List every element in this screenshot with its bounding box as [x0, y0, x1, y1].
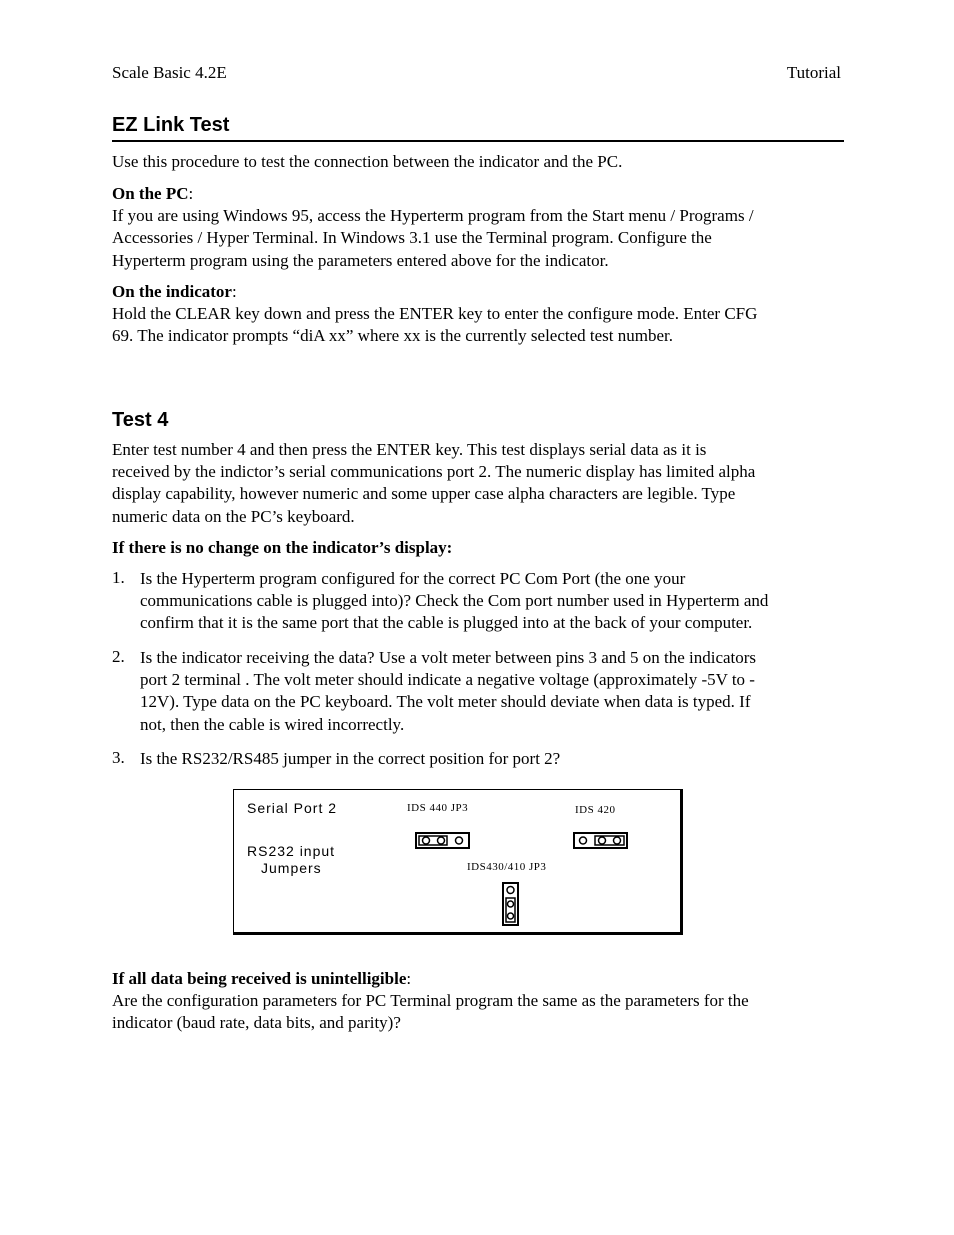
unintelligible-line-2: indicator (baud rate, data bits, and parity)?	[112, 1013, 401, 1033]
list-item-2-line-3: 12V). Type data on the PC keyboard. The volt meter should deviate when data is typed. If	[140, 692, 751, 712]
ids430-jumper-icon	[502, 882, 520, 928]
test4-paragraph	[112, 439, 847, 528]
pc-line-3: Hyperterm program using the parameters entered above for the indicator.	[112, 250, 609, 270]
list-item-3-number: 3.	[112, 748, 125, 767]
on-the-pc-label: On the PC	[112, 184, 189, 203]
ids440-label: IDS 440 JP3	[407, 802, 469, 814]
unintelligible-line-1: Are the configuration parameters for PC Terminal program the same as the parameters for the	[112, 991, 749, 1011]
on-the-indicator-label: On the indicator	[112, 282, 232, 301]
section-title-ez-link-test: EZ Link Test	[112, 114, 230, 136]
list-item-1-line-3: confirm that it is the same port that the cable is plugged into at the back of your computer.	[140, 613, 753, 633]
ids420-label: IDS 420	[575, 804, 616, 816]
indicator-line-1: Hold the CLEAR key down and press the ENTER key to enter the configure mode. Enter CFG	[112, 304, 758, 324]
ids430-label: IDS430/410 JP3	[467, 861, 547, 873]
intro-paragraph: Use this procedure to test the connection between the indicator and the PC.	[112, 152, 623, 171]
list-item-2	[140, 647, 845, 736]
list-item-3	[140, 748, 845, 770]
ids420-jumper-icon	[573, 832, 629, 850]
no-change-heading-text: If there is no change on the indicator’s display:	[112, 538, 453, 557]
list-item-1	[140, 568, 845, 635]
page-header-left: Scale Basic 4.2E	[112, 63, 227, 82]
unintelligible-block	[112, 968, 847, 1035]
list-item-1-number: 1.	[112, 568, 125, 587]
figure-title: Serial Port 2	[247, 800, 338, 816]
test4-line-4: numeric data on the PC’s keyboard.	[112, 506, 355, 526]
pc-line-1: If you are using Windows 95, access the Hyperterm program from the Start menu / Programs /	[112, 206, 754, 226]
unintelligible-label: If all data being received is unintelligible	[112, 969, 407, 988]
figure-subtitle-2: Jumpers	[261, 860, 322, 876]
test4-line-1: Enter test number 4 and then press the ENTER key. This test displays serial data as it is	[112, 440, 707, 459]
list-item-2-number: 2.	[112, 647, 125, 666]
unintelligible-heading: If all data being received is unintelligible:	[112, 969, 412, 988]
section-title-test-4: Test 4	[112, 409, 169, 431]
ids440-jumper-icon	[415, 832, 471, 850]
list-item-1-line-1: Is the Hyperterm program configured for the correct PC Com Port (the one your	[140, 569, 686, 588]
on-the-pc-block	[112, 183, 847, 272]
on-the-indicator-heading: On the indicator:	[112, 282, 237, 301]
list-item-1-line-2: communications cable is plugged into)? Check the Com port number used in Hyperterm and	[140, 591, 769, 611]
list-item-3-line-1: Is the RS232/RS485 jumper in the correct position for port 2?	[140, 749, 561, 768]
section-divider	[112, 140, 844, 142]
indicator-line-2: 69. The indicator prompts “diA xx” where xx is the currently selected test number.	[112, 326, 674, 346]
on-the-pc-heading: On the PC:	[112, 184, 194, 203]
test4-line-2: received by the indictor’s serial communications port 2. The numeric display has limited alpha	[112, 462, 756, 482]
jumper-diagram	[233, 789, 683, 935]
list-item-2-line-4: not, then the cable is wired incorrectly.	[140, 714, 405, 734]
figure-subtitle-1: RS232 input	[247, 843, 336, 859]
list-item-2-line-2: port 2 terminal . The volt meter should indicate a negative voltage (approximately -5V to -	[140, 670, 755, 690]
page-header-right: Tutorial	[786, 63, 841, 82]
on-the-indicator-block	[112, 281, 847, 348]
list-item-2-line-1: Is the indicator receiving the data? Use a volt meter between pins 3 and 5 on the indicators	[140, 648, 757, 667]
no-change-heading	[112, 537, 847, 559]
pc-line-2: Accessories / Hyper Terminal. In Windows 3.1 use the Terminal program. Configure the	[112, 228, 712, 248]
test4-line-3: display capability, however numeric and some upper case alpha characters are legible. Type	[112, 484, 736, 504]
